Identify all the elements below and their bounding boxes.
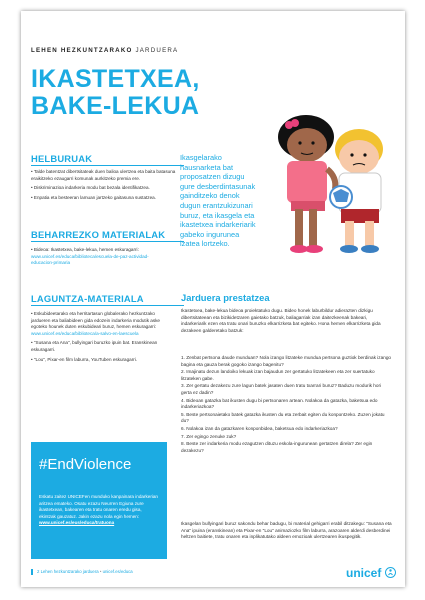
question-item: 8. Beste zer indarkeria modu ezagutzen dituzu eskola-ingurunean gertatzen direla? Zer egin dezakezu? [181, 441, 373, 453]
materials-rule [31, 241, 184, 242]
endviolence-link[interactable]: www.unicef.es/eus/educa/tratuona [39, 520, 115, 525]
footer-text: 2 Lehen hezkuntzarako jarduera • unicef.es/educa [37, 569, 133, 574]
kicker-bold: LEHEN HEZKUNTZARAKO [31, 47, 133, 54]
page-title [31, 66, 200, 120]
activity-heading: Jarduera prestatzea [181, 292, 270, 303]
question-item: 5. Beste pertsonaietako batek gatazka ikusten du eta zerbait egiten du konpontzeko. Zuzen jokatu du? [181, 411, 385, 424]
question-item: 3. Zer gertatu dezakezu zure lagun batek jasaten duen tratu txarrari buruz? Baduzu modurik hori gerta ez dadin? [181, 383, 382, 395]
objectives-heading: HELBURUAK [31, 153, 93, 164]
support-link[interactable]: www.unicef.es/educa/biblioteca/a-salvo-en-laescuela [31, 330, 139, 336]
endviolence-box [31, 442, 167, 559]
endviolence-title: #EndViolence [39, 456, 132, 473]
question-item: 4. Bideoan gatazka bat ikusten dugu bi pertsonaren artean. Nolakoa da gatazka, baketsua edo indarkeriazkoa? [181, 397, 378, 410]
footer-accent-bar [31, 569, 33, 575]
activity-intro: Ikastetxea, bake-lekua bideoa proiektatuko dugu. Bideo honek laburbildur adierazten dizkigu dibertsitateean eta bizikidetzaren gaietako batzuk, baliagarriak izan daitezkeenak bakeari, indarkeriarik ezen eta tratu onari buruzko elkarrizketa bat egiteko. Hona hemen elkarrizketa gida dezakeen galderetako batzuk: [181, 308, 381, 333]
question-item: 2. Imajinatu dezun landoiko lekuak izan bajaudun zer gertatuko litzatekeen eta zer suertatuko litzateken gabe. [181, 369, 375, 381]
materials-list [31, 247, 171, 270]
materials-heading: BEHARREZKO MATERIALAK [31, 229, 166, 240]
girl-shirt [287, 161, 327, 203]
objective-item: • Enpatia eta besteeran lamuan jartzeko gaitasuna sustatzea. [31, 194, 156, 200]
question-list [181, 355, 393, 455]
support-item: • Eskubideetarako eta herritartasun globalerako hezkuntzako jardueren eta baliabideen gida edozein indarkeria modutik aske egoteko hounek duten eskubideari buruz, hemen eskuragarri: www.unicef.es/educa/biblioteca/a-salvo-en-laescuela [31, 311, 160, 336]
intro-quote: Ikasgelarako hausnarketa bat proposatzen dizugu gure desberdintasunak gainditzeko denok dugun erantzukizunari buruz, eta ikasgela eta ikastetxea indarkeriarik gabeko ingurunea izatea lortzeko. [180, 153, 256, 249]
endviolence-text: Eskatu zaitez UNICEFen munduko kanpainara indarkerian aritzea emateko. Osatu ezazu Neurren Egiuna zure ikastetxean, bakearen eta tratu onaren eredu gisa, ekintzak gauzatuz. Jakin ezazu nola egin hemen: www.unicef.es/eus/educa/tratuona [39, 494, 158, 525]
title-line-2: BAKE-LEKUA [31, 92, 200, 120]
activity-closing: Ikasgelan bullyingari buruz sakondu behar badugu, bi material gehigarri erabil ditzakegu: "Susana eta Ana" ipuina (eranskinean) eta Pixar-en "Lou" animaziozko film laburra, arazoaren alderdi desberdinei heltzen baitiete, tratu onaren eta inplikatutako aldeen emozioak ulertzearen ikuspegitik. [181, 521, 392, 540]
support-item: • "Susana eta Ana", bullyingari buruzko ipuin bat. Eranskinean eskuragarri. [31, 340, 158, 352]
objective-item: • Diskriminazioa indarkeria modu bat bezala identifikatzea. [31, 185, 150, 191]
document-page [21, 11, 405, 587]
kicker-light: JARDUERA [135, 47, 179, 54]
question-item: 6. Nolakoa izan da gatazkaren konponbidea, baketsua edo indarkeriazkoa? [181, 425, 338, 431]
objectives-rule [31, 165, 184, 166]
objectives-list [31, 169, 179, 204]
title-line-1: IKASTETXEA, [31, 65, 200, 93]
materials-item: • Bideoa: Ikastetxea, bake-lekua, hemen eskuragarri: www.unicef.es/educa/biblioteca/escuela-de-paz-actividad-educacion-primaria [31, 247, 149, 266]
page-footer [21, 566, 405, 587]
unicef-emblem-icon [385, 567, 396, 578]
children-illustration [271, 109, 393, 259]
girl-face [287, 128, 327, 162]
materials-link[interactable]: www.unicef.es/educa/biblioteca/escuela-de-paz-actividad-educacion-primaria [31, 253, 149, 266]
support-rule [31, 305, 184, 306]
question-item: 1. Zenbat pertsona daude munduan? Nola izango litzateke mundua pertsona guztiok berdinak izango bagina eta gauza berak gogoko izango bagenitu? [181, 355, 392, 367]
question-item: 7. Zer egingo zenuke zuk? [181, 433, 237, 439]
support-list [31, 311, 171, 366]
boy-face [339, 140, 379, 174]
objective-item: • Talde batentzat dibertsitateak duen balioa ulertzea eta baita batasuna eraikitzeko ezaugarri komunak aurkitzeko premia ere. [31, 169, 176, 181]
support-item: • "Lou", Pixar-en film laburra, YouTuben eskuragarri. [31, 356, 138, 362]
activity-kicker [31, 47, 178, 54]
unicef-logo: unicef [346, 566, 396, 578]
support-heading: LAGUNTZA-MATERIALA [31, 293, 144, 304]
